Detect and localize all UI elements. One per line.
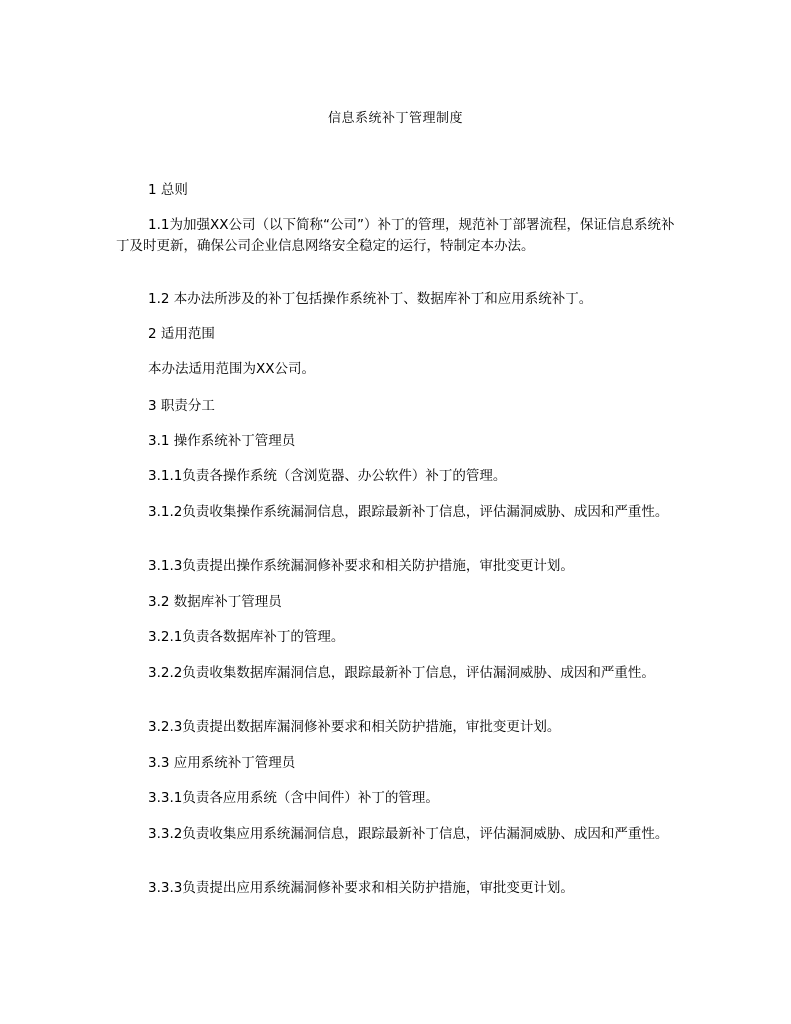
subsection-heading-3-1: 3.1 操作系统补丁管理员	[148, 433, 296, 449]
paragraph-3-2-2: 3.2.2负责收集数据库漏洞信息，跟踪最新补丁信息，评估漏洞威胁、成因和严重性。	[148, 665, 655, 681]
section-heading-duties: 3 职责分工	[148, 398, 215, 414]
paragraph-3-1-2: 3.1.2负责收集操作系统漏洞信息，跟踪最新补丁信息，评估漏洞威胁、成因和严重性。	[148, 504, 669, 520]
paragraph-3-1-3: 3.1.3负责提出操作系统漏洞修补要求和相关防护措施，审批变更计划。	[148, 558, 574, 574]
paragraph-1-1: 1.1为加强XX公司（以下简称“公司”）补丁的管理，规范补丁部署流程，保证信息系统补丁及时更新，确保公司企业信息网络安全稳定的运行，特制定本办法。	[116, 217, 675, 254]
paragraph-3-2-1: 3.2.1负责各数据库补丁的管理。	[148, 629, 345, 645]
document-title: 信息系统补丁管理制度	[327, 111, 463, 126]
paragraph-1-2: 1.2 本办法所涉及的补丁包括操作系统补丁、数据库补丁和应用系统补丁。	[148, 291, 593, 307]
paragraph-3-2-3: 3.2.3负责提出数据库漏洞修补要求和相关防护措施，审批变更计划。	[148, 719, 561, 735]
paragraph-2: 本办法适用范围为XX公司。	[148, 361, 315, 377]
subsection-heading-3-2: 3.2 数据库补丁管理员	[148, 594, 282, 610]
subsection-heading-3-3: 3.3 应用系统补丁管理员	[148, 755, 296, 771]
paragraph-3-3-3: 3.3.3负责提出应用系统漏洞修补要求和相关防护措施，审批变更计划。	[148, 880, 574, 896]
paragraph-3-1-1: 3.1.1负责各操作系统（含浏览器、办公软件）补丁的管理。	[148, 468, 507, 484]
section-heading-scope: 2 适用范围	[148, 326, 215, 342]
section-heading-general: 1 总则	[148, 182, 188, 198]
paragraph-3-3-1: 3.3.1负责各应用系统（含中间件）补丁的管理。	[148, 790, 439, 806]
paragraph-3-3-2: 3.3.2负责收集应用系统漏洞信息，跟踪最新补丁信息，评估漏洞威胁、成因和严重性。	[148, 826, 669, 842]
